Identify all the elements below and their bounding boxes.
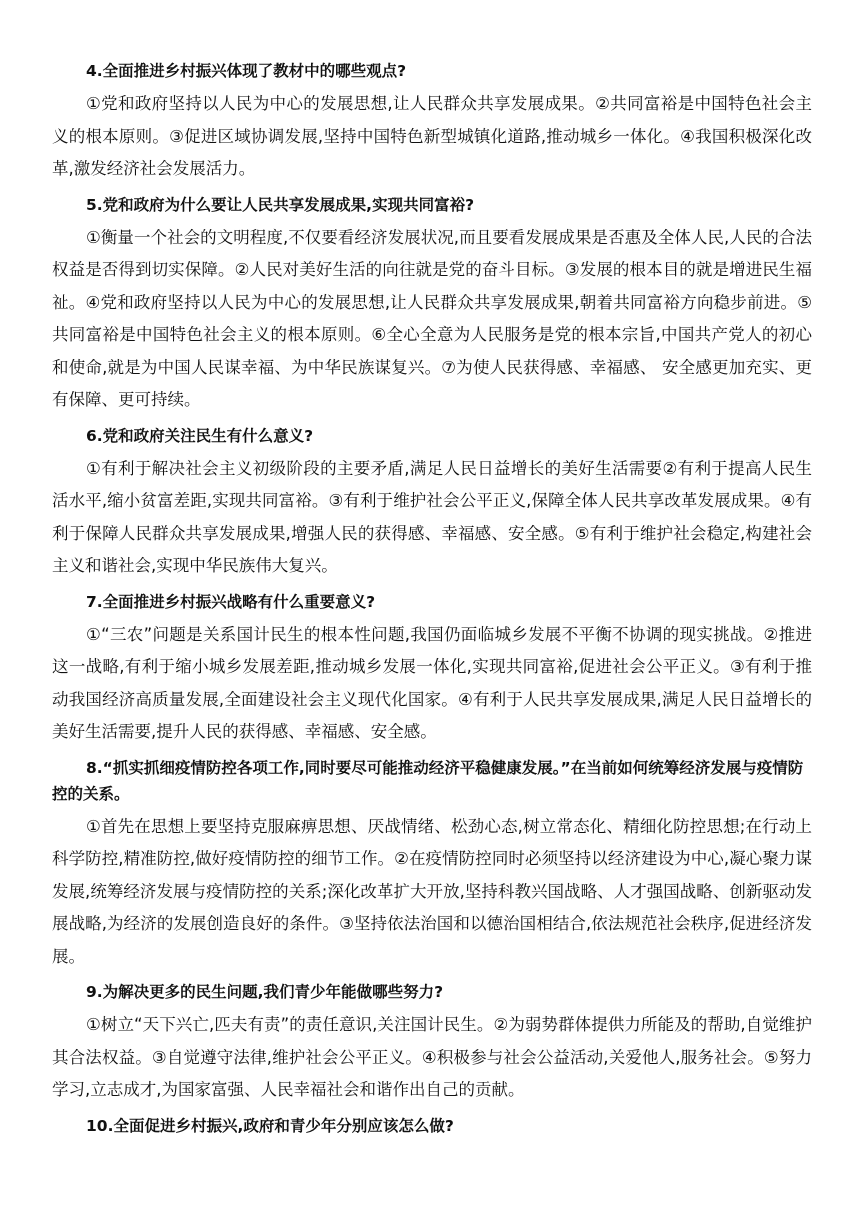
question-4-answer: ①党和政府坚持以人民为中心的发展思想,让人民群众共享发展成果。②共同富裕是中国特色社会主义的根本原则。③促进区域协调发展,坚持中国特色新型城镇化道路,推动城乡一体化。④我国积极深化改革,激发经济社会发展活力。	[52, 94, 812, 178]
question-5-title: 5.党和政府为什么要让人民共享发展成果,实现共同富裕?	[86, 195, 475, 214]
question-10-title: 10.全面促进乡村振兴,政府和青少年分别应该怎么做?	[86, 1116, 454, 1135]
question-6-title: 6.党和政府关注民生有什么意义?	[86, 426, 314, 445]
question-8-answer: ①首先在思想上要坚持克服麻痹思想、厌战情绪、松劲心态,树立常态化、精细化防控思想;在行动上科学防控,精准防控,做好疫情防控的细节工作。②在疫情防控同时必须坚持以经济建设为中心,凝心聚力谋发展,统筹经济发展与疫情防控的关系;深化改革扩大开放,坚持科教兴国战略、人才强国战略、创新驱动发展战略,为经济的发展创造良好的条件。③坚持依法治国和以德治国相结合,依法规范社会秩序,促进经济发展。	[52, 816, 812, 966]
question-8-title: 8.“抓实抓细疫情防控各项工作,同时要尽可能推动经济平稳健康发展。”在当前如何统筹经济发展与疫情防控的关系。	[52, 758, 804, 803]
question-4-title: 4.全面推进乡村振兴体现了教材中的哪些观点?	[86, 62, 407, 80]
question-5-answer: ①衡量一个社会的文明程度,不仅要看经济发展状况,而且要看发展成果是否惠及全体人民,人民的合法权益是否得到切实保障。②人民对美好生活的向往就是党的奋斗目标。③发展的根本目的就是增进民生福祉。④党和政府坚持以人民为中心的发展思想,让人民群众共享发展成果,朝着共同富裕方向稳步前进。⑤共同富裕是中国特色社会主义的根本原则。⑥全心全意为人民服务是党的根本宗旨,中国共产党人的初心和使命,就是为中国人民谋幸福、为中华民族谋复兴。⑦为使人民获得感、幸福感、 安全感更加充实、更有保障、更可持续。	[52, 227, 812, 409]
question-9-title: 9.为解决更多的民生问题,我们青少年能做哪些努力?	[86, 983, 444, 1001]
document-content	[52, 56, 812, 1143]
question-7-answer: ①“三农”问题是关系国计民生的根本性问题,我国仍面临城乡发展不平衡不协调的现实挑战。②推进这一战略,有利于缩小城乡发展差距,推动城乡发展一体化,实现共同富裕,促进社会公平正义。③有利于推动我国经济高质量发展,全面建设社会主义现代化国家。④有利于人民共享发展成果,满足人民日益增长的美好生活需要,提升人民的获得感、幸福感、安全感。	[52, 624, 812, 741]
question-6-answer: ①有利于解决社会主义初级阶段的主要矛盾,满足人民日益增长的美好生活需要②有利于提高人民生活水平,缩小贫富差距,实现共同富裕。③有利于维护社会公平正义,保障全体人民共享改革发展成果。④有利于保障人民群众共享发展成果,增强人民的获得感、幸福感、安全感。⑤有利于维护社会稳定,构建社会主义和谐社会,实现中华民族伟大复兴。	[52, 458, 812, 575]
question-7-title: 7.全面推进乡村振兴战略有什么重要意义?	[86, 592, 376, 611]
question-9-answer: ①树立“天下兴亡,匹夫有责”的责任意识,关注国计民生。②为弱势群体提供力所能及的帮助,自觉维护其合法权益。③自觉遵守法律,维护社会公平正义。④积极参与社会公益活动,关爱他人,服务社会。⑤努力学习,立志成才,为国家富强、人民幸福社会和谐作出自己的贡献。	[52, 1015, 812, 1099]
